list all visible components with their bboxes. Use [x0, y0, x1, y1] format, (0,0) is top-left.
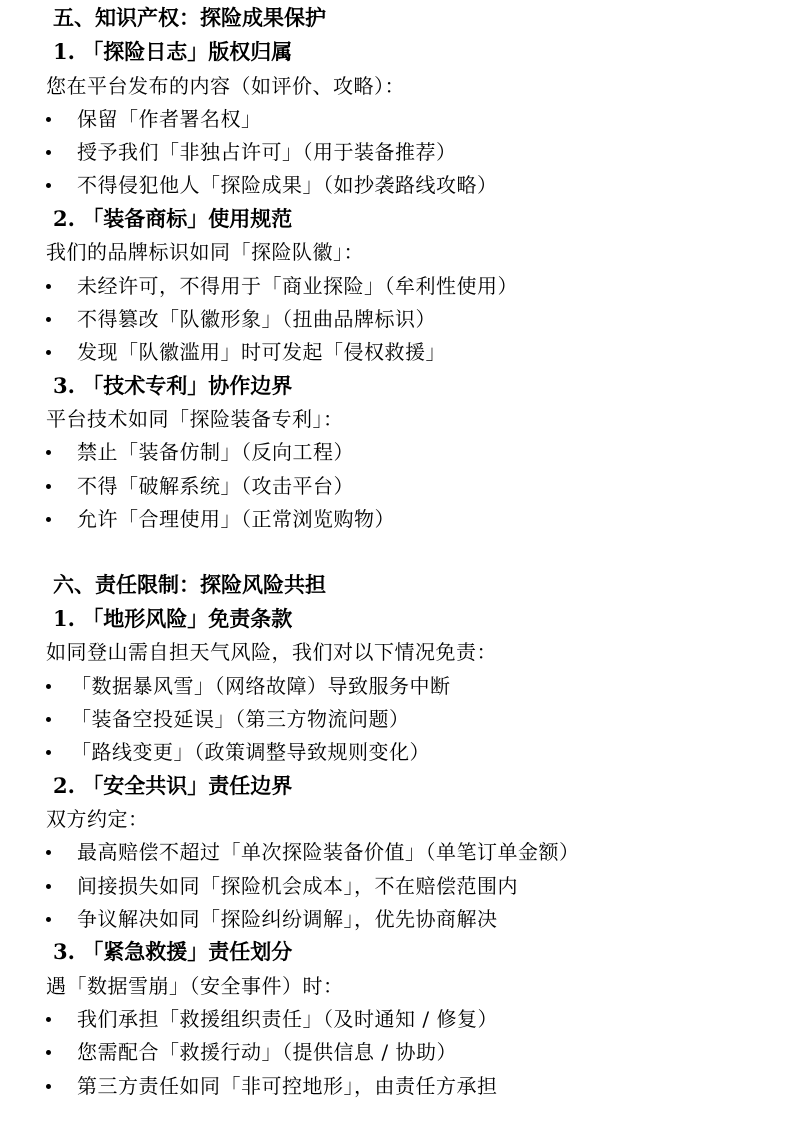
- subsection-intro: 平台技术如同「探险装备专利」：: [46, 407, 344, 431]
- bullet-icon: [46, 484, 51, 489]
- section-title: 六、责任限制：探险风险共担: [53, 572, 326, 597]
- section-title: 五、知识产权：探险成果保护: [53, 5, 326, 30]
- list-item-text: 未经许可，不得用于「商业探险」（牟利性使用）: [77, 274, 518, 298]
- list-item: [46, 1004, 786, 1034]
- bullet-icon: [46, 717, 51, 722]
- list-item-text: 您需配合「救援行动」（提供信息 / 协助）: [77, 1040, 457, 1064]
- list-item-text: 「路线变更」（政策调整导致规则变化）: [71, 740, 430, 764]
- bullet-icon: [46, 917, 51, 922]
- list-item-text: 第三方责任如同「非可控地形」，由责任方承担: [77, 1074, 498, 1098]
- bullet-icon: [46, 450, 51, 455]
- list-item-text: 我们承担「救援组织责任」（及时通知 / 修复）: [77, 1007, 498, 1031]
- list-item: [46, 337, 786, 367]
- list-item: [46, 471, 786, 501]
- list-item-text: 不得「破解系统」（攻击平台）: [77, 474, 354, 498]
- bullet-icon: [46, 1017, 51, 1022]
- list-item: [46, 704, 786, 734]
- bullet-icon: [46, 284, 51, 289]
- subsection-title: 3. 「紧急救援」责任划分: [53, 939, 293, 964]
- subsection-title: 2. 「装备商标」使用规范: [53, 206, 293, 231]
- list-item-text: 「装备空投延误」（第三方物流问题）: [71, 707, 410, 731]
- bullet-icon: [46, 150, 51, 155]
- list-item-text: 不得篡改「队徽形象」（扭曲品牌标识）: [77, 307, 436, 331]
- list-item-text: 争议解决如同「探险纠纷调解」，优先协商解决: [77, 907, 498, 931]
- list-item-text: 最高赔偿不超过「单次探险装备价值」（单笔订单金额）: [77, 840, 580, 864]
- bullet-icon: [46, 117, 51, 122]
- bullet-icon: [46, 317, 51, 322]
- list-item: [46, 837, 786, 867]
- bullet-icon: [46, 850, 51, 855]
- list-item: [46, 871, 786, 901]
- subsection-title: 1. 「地形风险」免责条款: [53, 606, 293, 631]
- subsection-title: 3. 「技术专利」协作边界: [53, 373, 293, 398]
- list-item: [46, 137, 786, 167]
- list-item: [46, 904, 786, 934]
- list-item: [46, 437, 786, 467]
- bullet-icon: [46, 183, 51, 188]
- list-item: [46, 504, 786, 534]
- bullet-icon: [46, 684, 51, 689]
- bullet-icon: [46, 884, 51, 889]
- list-item-text: 不得侵犯他人「探险成果」（如抄袭路线攻略）: [77, 173, 498, 197]
- subsection-title: 2. 「安全共识」责任边界: [53, 773, 293, 798]
- list-item-text: 禁止「装备仿制」（反向工程）: [77, 440, 354, 464]
- list-item-text: 授予我们「非独占许可」（用于装备推荐）: [77, 140, 457, 164]
- list-item: [46, 304, 786, 334]
- bullet-icon: [46, 750, 51, 755]
- list-item-text: 允许「合理使用」（正常浏览购物）: [77, 507, 395, 531]
- list-item: [46, 671, 786, 701]
- subsection-title: 1. 「探险日志」版权归属: [53, 39, 293, 64]
- bullet-icon: [46, 1050, 51, 1055]
- bullet-icon: [46, 1084, 51, 1089]
- list-item: [46, 737, 786, 767]
- list-item: [46, 170, 786, 200]
- subsection-intro: 双方约定：: [46, 807, 149, 831]
- list-item-text: 「数据暴风雪」（网络故障）导致服务中断: [71, 674, 451, 698]
- list-item-text: 发现「队徽滥用」时可发起「侵权救援」: [77, 340, 446, 364]
- list-item: [46, 271, 786, 301]
- list-item-text: 保留「作者署名权」: [77, 107, 262, 131]
- subsection-intro: 如同登山需自担天气风险，我们对以下情况免责：: [46, 640, 497, 664]
- list-item: [46, 1037, 786, 1067]
- subsection-intro: 我们的品牌标识如同「探险队徽」：: [46, 240, 364, 264]
- list-item: [46, 1071, 786, 1101]
- bullet-icon: [46, 350, 51, 355]
- subsection-intro: 您在平台发布的内容（如评价、攻略）：: [46, 74, 405, 98]
- subsection-intro: 遇「数据雪崩」（安全事件）时：: [46, 974, 344, 998]
- list-item: [46, 104, 786, 134]
- bullet-icon: [46, 517, 51, 522]
- list-item-text: 间接损失如同「探险机会成本」，不在赔偿范围内: [77, 874, 518, 898]
